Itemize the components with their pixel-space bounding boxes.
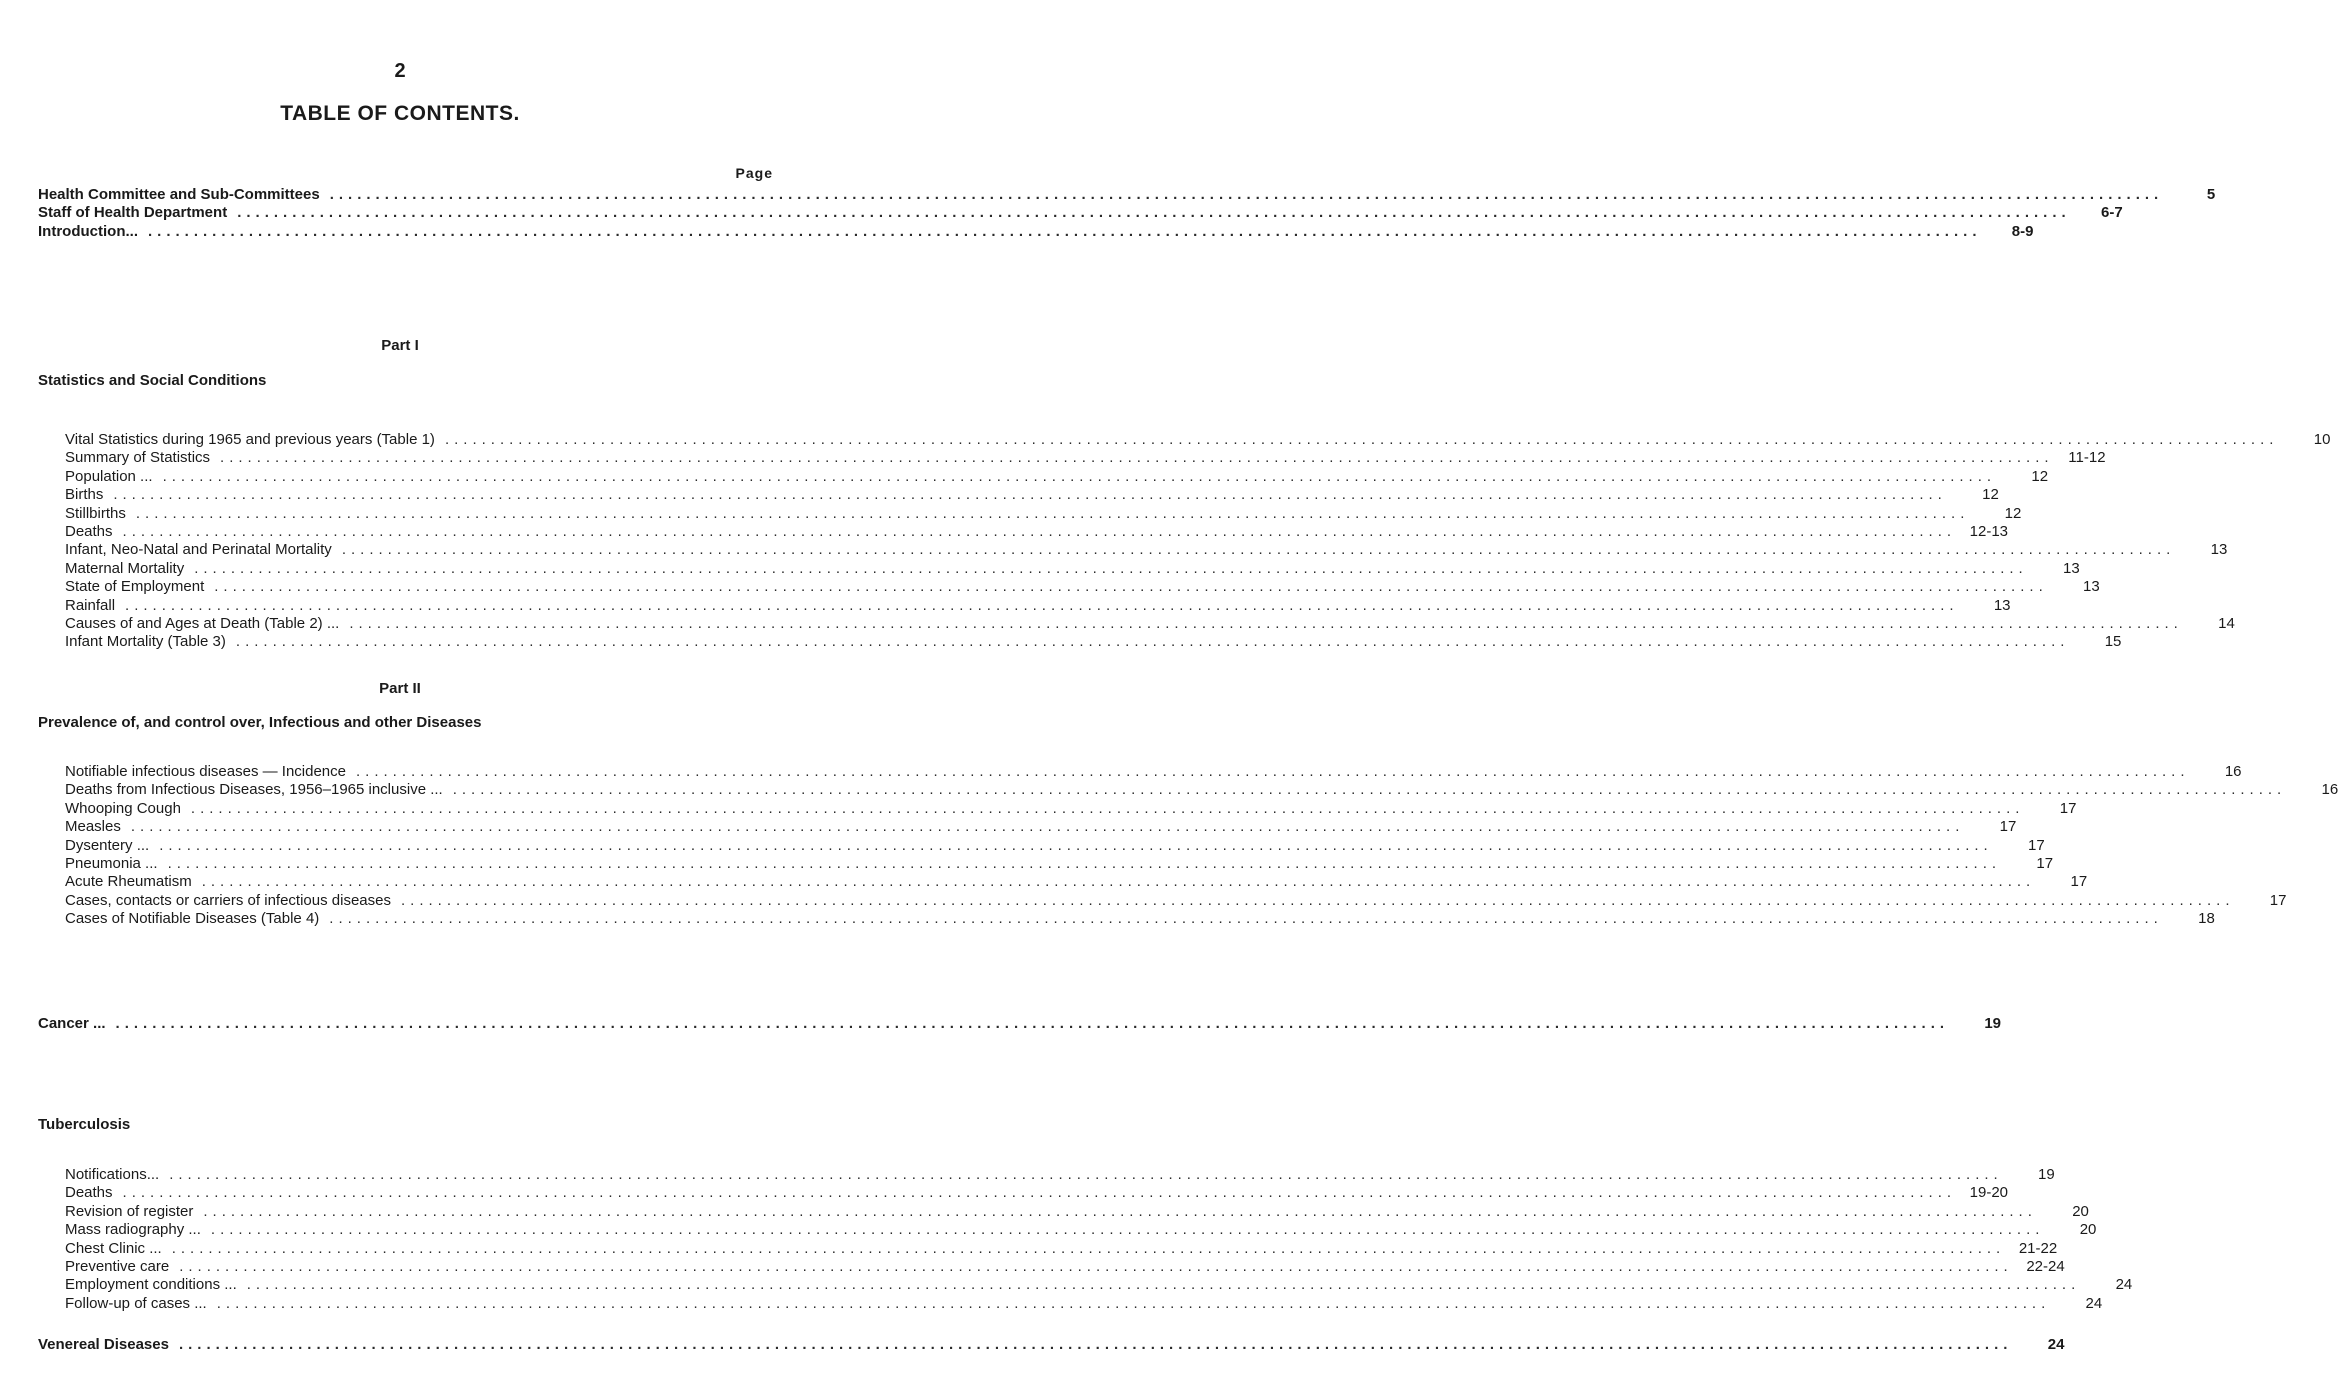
venereal-entry-list [38,1336,2065,1354]
toc-entry[interactable]: Stillbirths ........................................................................................................................................................................................................ 12 [65,504,2022,522]
toc-entry-venereal[interactable]: Venereal Diseases ........................................................................................................................................................................................................ 24 [38,1336,2065,1353]
toc-entry[interactable]: Whooping Cough ........................................................................................................................................................................................................ 17 [65,799,2077,817]
toc-entry-page: 12 [2031,467,2049,485]
toc-entry-page: 20 [2072,1202,2089,1220]
toc-entry-label: Acute Rheumatism [65,873,192,891]
toc-entry[interactable]: Maternal Mortality ........................................................................................................................................................................................................ 13 [65,559,2080,577]
toc-entry-label: Notifications... [65,1166,160,1183]
toc-entry-page: 17 [2269,891,2287,909]
toc-entry-label: Measles [65,818,121,836]
toc-entry-page: 13 [1993,596,2011,614]
toc-entry-page: 16 [2224,763,2242,780]
toc-entry-page: 10 [2313,431,2331,448]
toc-entry[interactable]: Dysentery ... ........................................................................................................................................................................................................ 17 [65,836,2045,854]
toc-entry[interactable]: Deaths from Infectious Diseases, 1956–1965 inclusive ... ........................................................................................................................................................................................................ 16 [65,781,2338,799]
toc-entry-page: 17 [2028,836,2045,854]
toc-entry-label: Staff of Health Department [38,204,228,222]
toc-entry-page: 17 [2070,873,2088,891]
toc-entry[interactable]: Preventive care ........................................................................................................................................................................................................ 22-24 [65,1257,2065,1275]
toc-entry[interactable]: Revision of register ........................................................................................................................................................................................................ 20 [65,1202,2089,1220]
toc-entry[interactable]: Health Committee and Sub-Committees ........................................................................................................................................................................................................ 5 [38,186,2216,203]
toc-entry[interactable]: Introduction... ........................................................................................................................................................................................................ 8-9 [38,222,2034,240]
toc-entry-label: Stillbirths [65,504,126,522]
front-matter-list [38,186,2216,241]
toc-entry-page: 17 [2036,854,2054,872]
toc-entry-label: Cases, contacts or carriers of infectious diseases [65,891,391,909]
toc-entry-cancer[interactable]: Cancer ... ........................................................................................................................................................................................................ 19 [38,1015,2002,1032]
toc-entry-label: Population ... [65,467,153,485]
toc-entry-page: 14 [2218,614,2235,632]
toc-entry-page: 12 [1982,486,1999,504]
toc-entry-label: Infant Mortality (Table 3) [65,633,226,651]
toc-entry-page: 19 [2038,1166,2055,1183]
toc-entry[interactable]: Notifications... ........................................................................................................................................................................................................ 19 [65,1166,2055,1183]
tuberculosis-section-heading: Tuberculosis [38,1116,131,1133]
toc-entry[interactable]: Follow-up of cases ... ........................................................................................................................................................................................................ 24 [65,1294,2103,1312]
tuberculosis-list [65,1166,2133,1313]
toc-entry-page: 5 [2206,186,2216,203]
toc-entry-label: Summary of Statistics [65,449,211,467]
toc-entry-page: 12-13 [1969,522,2009,540]
toc-entry-page: 20 [2079,1221,2097,1239]
toc-entry-page: 24 [2115,1276,2133,1294]
toc-entry-page: 6-7 [2101,204,2123,222]
toc-entry-label: Preventive care [65,1257,170,1275]
toc-entry[interactable]: Rainfall ........................................................................................................................................................................................................ 13 [65,596,2011,614]
toc-entry-label: Cancer ... [38,1015,106,1032]
toc-entry-label: Venereal Diseases [38,1336,169,1353]
toc-entry-page: 13 [2210,541,2228,559]
toc-entry-page: 21-22 [2018,1239,2058,1257]
toc-entry-label: Mass radiography ... [65,1221,201,1239]
part2-section-heading: Prevalence of, and control over, Infectious and other Diseases [38,714,482,731]
toc-entry[interactable]: Summary of Statistics ........................................................................................................................................................................................................ 11-12 [65,449,2106,467]
page-column-header: Page [735,165,773,181]
toc-entry-page: 19-20 [1969,1184,2009,1202]
toc-entry-page: 24 [2085,1294,2103,1312]
toc-entry-page: 18 [2198,910,2215,928]
toc-entry-label: Introduction... [38,222,138,240]
part1-section-heading: Statistics and Social Conditions [38,372,267,389]
cancer-entry-list [38,1015,2002,1033]
toc-entry-page: 17 [1999,818,2017,836]
toc-entry-page: 17 [2059,799,2077,817]
toc-entry[interactable]: Cases, contacts or carriers of infectious diseases ........................................................................................................................................................................................................ 17 [65,891,2287,909]
toc-entry[interactable]: Mass radiography ... ........................................................................................................................................................................................................ 20 [65,1221,2097,1239]
toc-entry[interactable]: Causes of and Ages at Death (Table 2) ... ........................................................................................................................................................................................................ 14 [65,614,2235,632]
toc-entry[interactable]: State of Employment ........................................................................................................................................................................................................ 13 [65,578,2100,596]
toc-entry-label: Deaths [65,1184,113,1202]
toc-entry[interactable]: Pneumonia ... ........................................................................................................................................................................................................ 17 [65,854,2054,872]
toc-entry-label: Causes of and Ages at Death (Table 2) ... [65,614,340,632]
toc-entry[interactable]: Cases of Notifiable Diseases (Table 4) ........................................................................................................................................................................................................ 18 [65,910,2215,928]
toc-entry[interactable]: Measles ........................................................................................................................................................................................................ 17 [65,818,2017,836]
document-title: TABLE OF CONTENTS. [280,102,520,125]
toc-entry-label: Employment conditions ... [65,1276,237,1294]
toc-entry-label: Deaths [65,522,113,540]
toc-entry[interactable]: Population ... ........................................................................................................................................................................................................ 12 [65,467,2049,485]
toc-entry-label: Notifiable infectious diseases — Incidence [65,763,346,780]
toc-entry[interactable]: Deaths ........................................................................................................................................................................................................ 12-13 [65,522,2009,540]
toc-entry-page: 12 [2004,504,2022,522]
toc-entry-label: Infant, Neo-Natal and Perinatal Mortality [65,541,332,559]
part1-heading: Part I [381,337,419,354]
toc-entry[interactable]: Infant, Neo-Natal and Perinatal Mortality ........................................................................................................................................................................................................ 13 [65,541,2228,559]
toc-entry-page: 24 [2047,1336,2065,1353]
toc-entry-page: 22-24 [2026,1257,2065,1275]
part2-list [65,763,2338,929]
toc-entry-label: Maternal Mortality [65,559,185,577]
toc-entry-label: Pneumonia ... [65,854,158,872]
toc-entry[interactable]: Vital Statistics during 1965 and previous years (Table 1) ........................................................................................................................................................................................................ 10 [65,431,2331,448]
toc-entry[interactable]: Deaths ........................................................................................................................................................................................................ 19-20 [65,1184,2009,1202]
toc-entry-label: Chest Clinic ... [65,1239,162,1257]
toc-entry-page: 13 [2083,578,2100,596]
toc-entry-page: 11-12 [2068,449,2106,467]
toc-entry-label: Health Committee and Sub-Committees [38,186,320,203]
toc-entry[interactable]: Acute Rheumatism ........................................................................................................................................................................................................ 17 [65,873,2088,891]
toc-entry[interactable]: Chest Clinic ... ........................................................................................................................................................................................................ 21-22 [65,1239,2058,1257]
page-number: 2 [394,60,406,82]
toc-entry-label: Rainfall [65,596,116,614]
part1-list [65,431,2331,652]
toc-entry[interactable]: Births ........................................................................................................................................................................................................ 12 [65,486,1999,504]
toc-entry[interactable]: Employment conditions ... ........................................................................................................................................................................................................ 24 [65,1276,2133,1294]
toc-entry-label: Dysentery ... [65,836,150,854]
toc-entry[interactable]: Infant Mortality (Table 3) ........................................................................................................................................................................................................ 15 [65,633,2122,651]
toc-entry[interactable]: Notifiable infectious diseases — Incidence ........................................................................................................................................................................................................ 16 [65,763,2242,780]
toc-entry-page: 19 [1984,1015,2002,1032]
toc-entry-page: 13 [2063,559,2080,577]
toc-entry-label: Deaths from Infectious Diseases, 1956–1965 inclusive ... [65,781,443,799]
toc-entry[interactable]: Staff of Health Department ........................................................................................................................................................................................................ 6-7 [38,204,2123,222]
toc-entry-page: 15 [2104,633,2122,651]
toc-entry-page: 8-9 [2011,222,2034,240]
toc-entry-label: Births [65,486,104,504]
toc-entry-label: State of Employment [65,578,205,596]
toc-entry-label: Follow-up of cases ... [65,1294,207,1312]
toc-entry-page: 16 [2321,781,2338,799]
toc-entry-label: Whooping Cough [65,799,181,817]
part2-heading: Part II [379,680,421,697]
toc-entry-label: Vital Statistics during 1965 and previous years (Table 1) [65,431,435,448]
toc-entry-label: Cases of Notifiable Diseases (Table 4) [65,910,320,928]
toc-entry-label: Revision of register [65,1202,194,1220]
